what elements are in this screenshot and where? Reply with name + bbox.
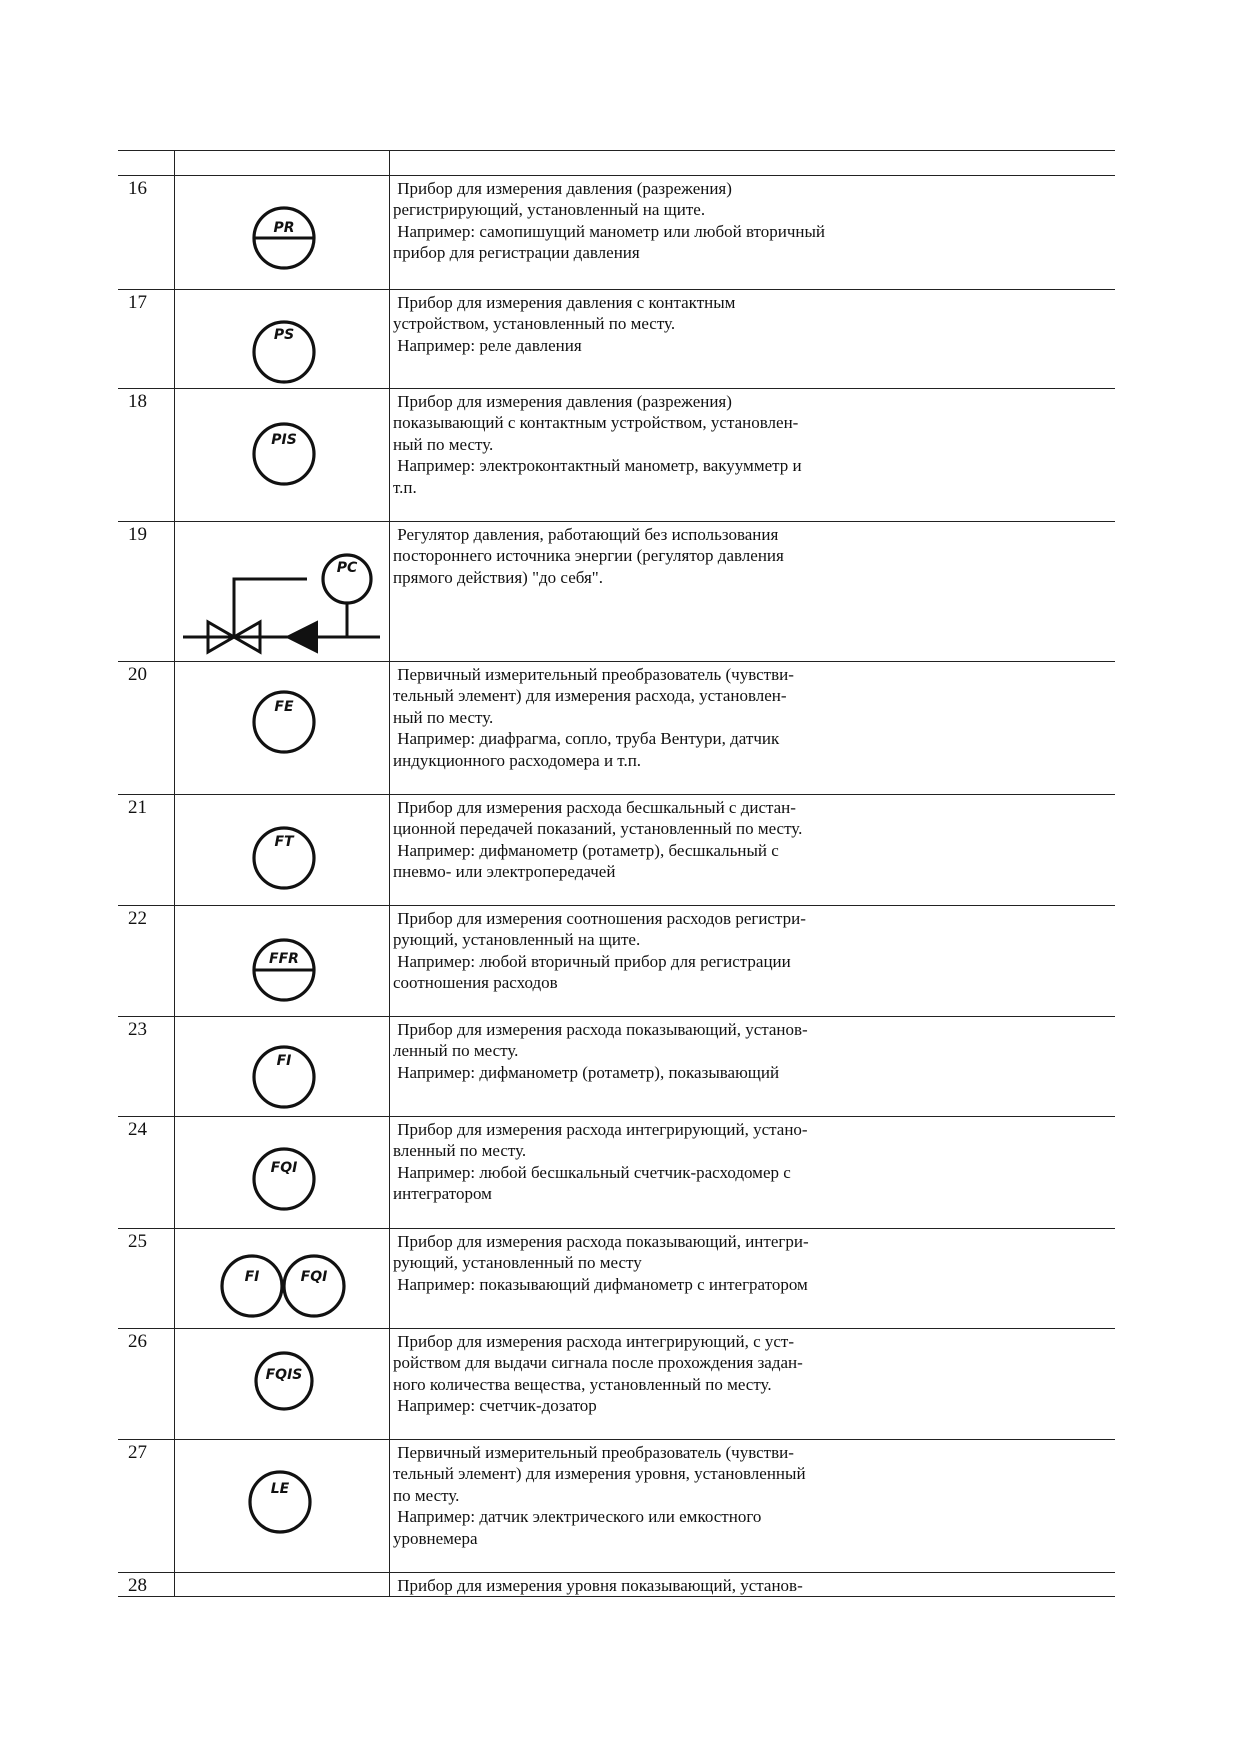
description-cell (390, 1329, 1115, 1439)
description-line: показывающий с контактным устройством, установлен- (393, 413, 799, 433)
symbol-label: PC (336, 560, 358, 576)
symbol-label: FT (274, 834, 294, 850)
ps-switch-symbol (175, 290, 390, 388)
row-number: 18 (118, 389, 175, 521)
description-line: Прибор для измерения давления с контактным (393, 293, 736, 312)
symbol-label: PS (273, 327, 295, 343)
fi-fqi-combined-symbol (175, 1229, 390, 1328)
description-line: Прибор для измерения давления (разрежения) (393, 179, 732, 198)
symbol-cell (175, 176, 390, 289)
symbol-cell (175, 662, 390, 794)
table-row (118, 794, 1115, 905)
row-number: 27 (118, 1440, 175, 1572)
description-line: регистрирующий, установленный на щите. (393, 200, 706, 220)
description-line: Например: показывающий дифманометр с интегратором (393, 1274, 808, 1294)
description-line: уровнемера (393, 1528, 478, 1548)
table-row (118, 1439, 1115, 1572)
table-row (118, 175, 1115, 289)
description-line: Прибор для измерения расхода бесшкальный с дистан- (393, 798, 796, 817)
symbol-label: FE (274, 699, 294, 715)
description-line: рующий, установленный по месту (393, 1253, 642, 1273)
description-line: устройством, установленный по месту. (393, 314, 676, 334)
symbol-cell (175, 1117, 390, 1228)
ffr-recorder-symbol (175, 906, 390, 1016)
description-line: Например: электроконтактный манометр, вакуумметр и (393, 456, 802, 476)
table-row (118, 388, 1115, 521)
row-number: 24 (118, 1117, 175, 1228)
description-line: Регулятор давления, работающий без использования (393, 525, 779, 544)
description-cell (390, 176, 1115, 289)
symbol-cell (175, 795, 390, 905)
description-line: Прибор для измерения расхода показывающий, интегри- (393, 1232, 809, 1251)
description-line: по месту. (393, 1485, 460, 1505)
description-line: Первичный измерительный преобразователь (чувстви- (393, 665, 794, 684)
description-line: тельный элемент) для измерения расхода, установлен- (393, 686, 787, 706)
symbols-table (118, 150, 1115, 1597)
description-line: пневмо- или электропередачей (393, 862, 616, 882)
symbol-cell (175, 906, 390, 1016)
description-cell (390, 1117, 1115, 1228)
description-line: Прибор для измерения уровня показывающий, установ- (393, 1576, 803, 1595)
description-line: Например: самопишущий манометр или любой вторичный (393, 221, 826, 241)
description-cell (390, 1573, 1115, 1596)
description-cell (390, 906, 1115, 1016)
le-level-sensor-symbol (175, 1440, 390, 1572)
table-row (118, 905, 1115, 1016)
row-number: 16 (118, 176, 175, 289)
description-line: Например: дифманометр (ротаметр), бесшкальный с (393, 840, 779, 860)
pressure-regulator-symbol (175, 522, 390, 661)
symbol-label: PR (273, 220, 295, 236)
fi-indicator-symbol (175, 1017, 390, 1116)
description-line: ного количества вещества, установленный по месту. (393, 1374, 772, 1394)
description-line: ройством для выдачи сигнала после прохождения задан- (393, 1353, 803, 1373)
row-number: 26 (118, 1329, 175, 1439)
description-line: интегратором (393, 1184, 492, 1204)
row-number: 20 (118, 662, 175, 794)
description-line: постороннего источника энергии (регулятор давления (393, 546, 784, 566)
symbol-cell (175, 1329, 390, 1439)
description-line: соотношения расходов (393, 973, 558, 993)
description-line: Прибор для измерения давления (разрежения) (393, 392, 732, 411)
description-cell (390, 662, 1115, 794)
row-number: 17 (118, 290, 175, 388)
description-line: Например: реле давления (393, 335, 582, 355)
row-number: 28 (118, 1573, 175, 1596)
header-symbol-cell (175, 151, 390, 175)
symbol-label: FFR (269, 951, 299, 967)
row-number: 25 (118, 1229, 175, 1328)
description-line: Прибор для измерения расхода показывающий, установ- (393, 1020, 808, 1039)
pis-gauge-symbol (175, 389, 390, 521)
row-number: 19 (118, 522, 175, 661)
description-line: ный по месту. (393, 707, 494, 727)
table-row (118, 1016, 1115, 1116)
header-desc-cell (390, 151, 1115, 175)
table-row (118, 1572, 1115, 1597)
table-row (118, 1116, 1115, 1228)
description-line: прямого действия) "до себя". (393, 567, 603, 587)
description-line: тельный элемент) для измерения уровня, установленный (393, 1464, 806, 1484)
description-line: Например: диафрагма, сопло, труба Вентури, датчик (393, 729, 780, 749)
symbol-cell (175, 1017, 390, 1116)
symbol-label: LE (270, 1481, 290, 1497)
description-line: индукционного расходомера и т.п. (393, 750, 642, 770)
ft-transmitter-symbol (175, 795, 390, 905)
flow-arrow-icon (287, 622, 317, 652)
symbol-cell (175, 1440, 390, 1572)
pr-recorder-symbol (175, 176, 390, 289)
fqi-integrator-symbol (175, 1117, 390, 1228)
description-cell (390, 795, 1115, 905)
symbol-label: FQI (300, 1269, 328, 1285)
description-line: Например: датчик электрического или емкостного (393, 1507, 762, 1527)
description-cell (390, 1229, 1115, 1328)
description-cell (390, 1440, 1115, 1572)
description-line: вленный по месту. (393, 1141, 527, 1161)
row-number: 22 (118, 906, 175, 1016)
row-number: 23 (118, 1017, 175, 1116)
symbol-label: FI (276, 1053, 292, 1069)
description-cell (390, 522, 1115, 661)
symbol-cell (175, 1573, 390, 1596)
description-line: Например: дифманометр (ротаметр), показывающий (393, 1062, 780, 1082)
description-cell (390, 1017, 1115, 1116)
description-line: Прибор для измерения расхода интегрирующий, с уст- (393, 1332, 795, 1351)
table-row (118, 521, 1115, 661)
symbol-cell (175, 1229, 390, 1328)
symbol-label: FQIS (265, 1367, 303, 1383)
description-line: ционной передачей показаний, установленный по месту. (393, 819, 803, 839)
fqis-dosing-counter-symbol (175, 1329, 390, 1439)
row-number: 21 (118, 795, 175, 905)
description-line: рующий, установленный на щите. (393, 930, 641, 950)
description-line: Прибор для измерения расхода интегрирующий, устано- (393, 1120, 808, 1139)
description-line: Например: счетчик-дозатор (393, 1396, 597, 1416)
symbol-label: FQI (270, 1160, 298, 1176)
symbol-label: FI (244, 1269, 260, 1285)
symbol-cell (175, 389, 390, 521)
symbol-label: PIS (271, 432, 297, 448)
description-cell (390, 290, 1115, 388)
description-line: ленный по месту. (393, 1041, 519, 1061)
symbol-cell (175, 522, 390, 661)
description-cell (390, 389, 1115, 521)
symbol-cell (175, 290, 390, 388)
table-row (118, 1328, 1115, 1439)
description-line: Прибор для измерения соотношения расходов регистри- (393, 909, 806, 928)
table-header-row (118, 150, 1115, 175)
table-row (118, 1228, 1115, 1328)
description-line: ный по месту. (393, 434, 494, 454)
description-line: прибор для регистрации давления (393, 243, 640, 263)
table-row (118, 289, 1115, 388)
fe-sensor-symbol (175, 662, 390, 794)
description-line: Например: любой бесшкальный счетчик-расходомер с (393, 1162, 791, 1182)
description-line: т.п. (393, 477, 417, 497)
header-num-cell (118, 151, 175, 175)
table-row (118, 661, 1115, 794)
description-line: Например: любой вторичный прибор для регистрации (393, 951, 791, 971)
description-line: Первичный измерительный преобразователь (чувстви- (393, 1443, 794, 1462)
